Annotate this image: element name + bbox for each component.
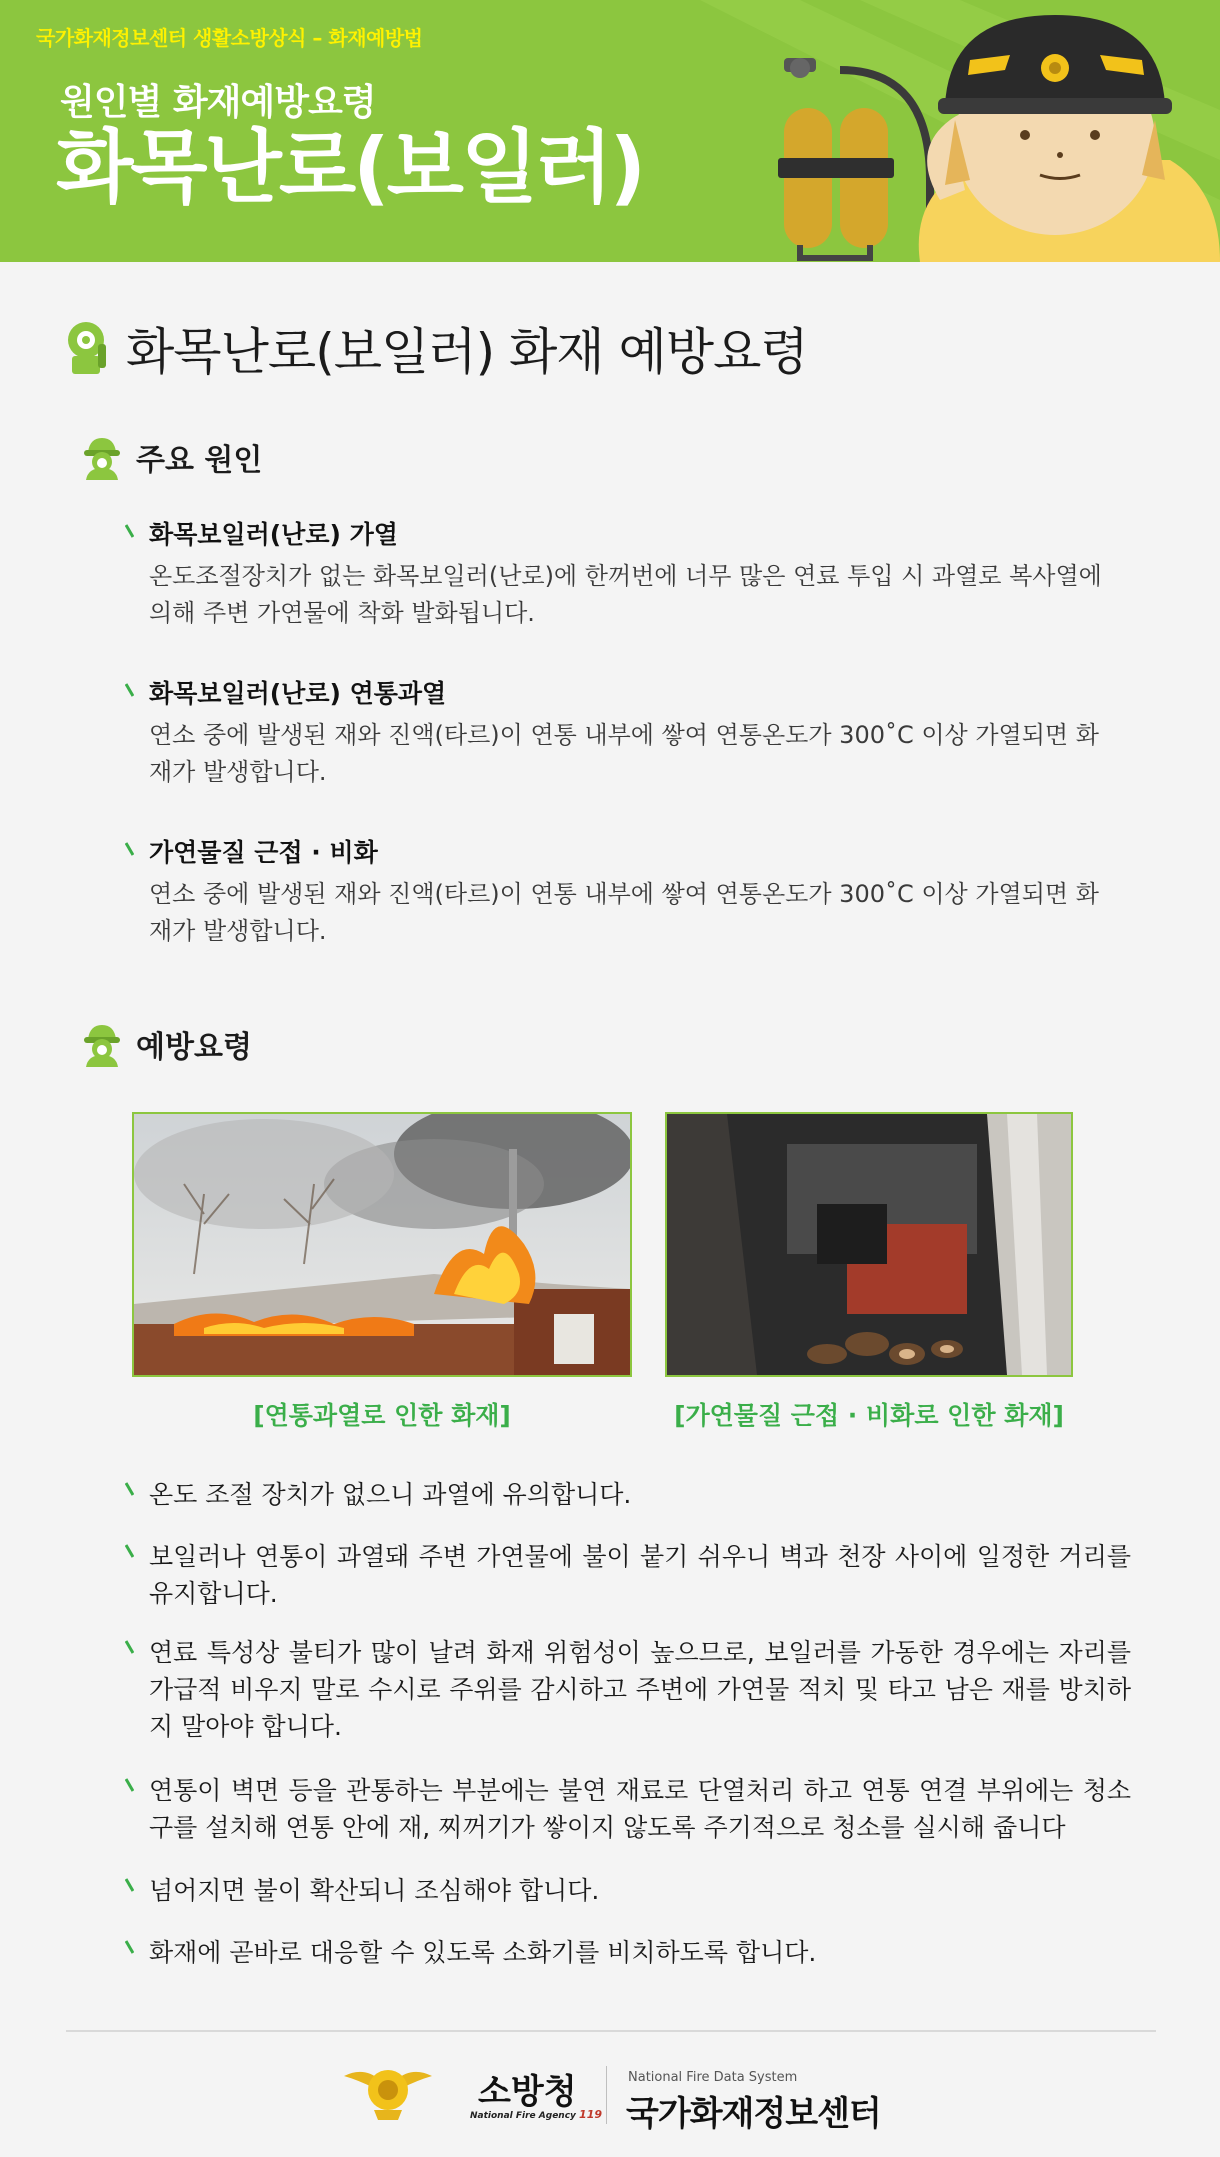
prevention-text: 넘어지면 불이 확산되니 조심해야 합니다.	[149, 1876, 600, 1905]
prevention-text: 연료 특성상 불티가 많이 날려 화재 위험성이 높으므로, 보일러를 가동한 경우에는 자리를 가급적 비우지 말로 수시로 주위를 감시하고 주변에 가연물 적치 및 타고 남은 재를 방치하지 말아야 합니다.	[149, 1638, 1131, 1741]
header-subtitle: 원인별 화재예방요령	[60, 82, 376, 123]
footer-agency-english-name: National Fire Agency	[470, 2111, 576, 2121]
tick-bullet-icon	[125, 683, 134, 697]
prevention-item	[125, 1538, 1131, 1612]
causes-heading: 주요 원인	[136, 443, 263, 478]
combustible-fire-image	[667, 1114, 1071, 1375]
cause-item	[125, 677, 1099, 791]
causes-section-heading	[80, 434, 262, 480]
footer-agency-name: 소방청	[478, 2072, 577, 2112]
prevention-item	[125, 1634, 1131, 1745]
tick-bullet-icon	[125, 524, 134, 538]
cause-title: 화목보일러(난로) 연통과열	[149, 679, 447, 708]
firefighter-icon	[80, 1021, 124, 1067]
cause-description: 온도조절장치가 없는 화목보일러(난로)에 한꺼번에 너무 많은 연료 투입 시 과열로 복사열에 의해 주변 가연물에 착화 발화됩니다.	[149, 562, 1102, 627]
cause-description: 연소 중에 발생된 재와 진액(타르)이 연통 내부에 쌓여 연통온도가 300˚C 이상 가열되면 화재가 발생합니다.	[149, 880, 1099, 945]
tick-bullet-icon	[125, 1482, 134, 1496]
header-banner	[0, 0, 1220, 262]
breadcrumb: 국가화재정보센터 생활소방상식 – 화재예방법	[36, 26, 423, 50]
page-heading	[64, 312, 808, 384]
chimney-fire-photo	[132, 1112, 632, 1377]
cause-description: 연소 중에 발생된 재와 진액(타르)이 연통 내부에 쌓여 연통온도가 300˚C 이상 가열되면 화재가 발생합니다.	[149, 721, 1099, 786]
cause-title: 가연물질 근접 · 비화	[149, 838, 378, 867]
tick-bullet-icon	[125, 1778, 134, 1792]
prevention-item	[125, 1934, 1131, 1971]
footer-system-english: National Fire Data System	[628, 2070, 798, 2085]
prevention-item	[125, 1476, 1131, 1513]
chimney-fire-image	[134, 1114, 630, 1375]
photo-caption: [연통과열로 인한 화재]	[253, 1401, 511, 1430]
cause-item	[125, 836, 1099, 950]
firefighter-icon	[80, 434, 124, 480]
footer-agency-english	[470, 2108, 602, 2121]
header-title: 화목난로(보일러)	[56, 121, 644, 214]
fire-alarm-bell-icon	[64, 318, 112, 378]
tick-bullet-icon	[125, 1640, 134, 1654]
tick-bullet-icon	[125, 1544, 134, 1558]
page-title: 화목난로(보일러) 화재 예방요령	[126, 323, 808, 381]
cause-item	[125, 518, 1102, 632]
fire-agency-emblem-icon	[344, 2058, 432, 2122]
prevention-text: 화재에 곧바로 대응할 수 있도록 소화기를 비치하도록 합니다.	[149, 1938, 817, 1967]
tick-bullet-icon	[125, 842, 134, 856]
prevention-heading: 예방요령	[136, 1030, 252, 1065]
prevention-text: 보일러나 연통이 과열돼 주변 가연물에 불이 붙기 쉬우니 벽과 천장 사이에 일정한 거리를 유지합니다.	[149, 1542, 1131, 1608]
cause-title: 화목보일러(난로) 가열	[149, 520, 398, 549]
prevention-section-heading	[80, 1021, 252, 1067]
footer-divider	[66, 2030, 1156, 2032]
prevention-text: 연통이 벽면 등을 관통하는 부분에는 불연 재료로 단열처리 하고 연통 연결 부위에는 청소구를 설치해 연통 안에 재, 찌꺼기가 쌓이지 않도록 주기적으로 청소를 실시해 줍니다	[149, 1776, 1131, 1842]
tick-bullet-icon	[125, 1940, 134, 1954]
combustible-fire-photo	[665, 1112, 1073, 1377]
tick-bullet-icon	[125, 1878, 134, 1892]
footer-system-name: 국가화재정보센터	[626, 2094, 881, 2134]
prevention-item	[125, 1772, 1131, 1846]
photo-caption: [가연물질 근접 · 비화로 인한 화재]	[674, 1401, 1064, 1430]
firefighter-mascot-illustration	[770, 0, 1220, 262]
prevention-text: 온도 조절 장치가 없으니 과열에 유의합니다.	[149, 1480, 632, 1509]
prevention-item	[125, 1872, 1131, 1909]
footer-agency-code: 119	[579, 2108, 603, 2121]
footer-separator	[606, 2066, 607, 2124]
